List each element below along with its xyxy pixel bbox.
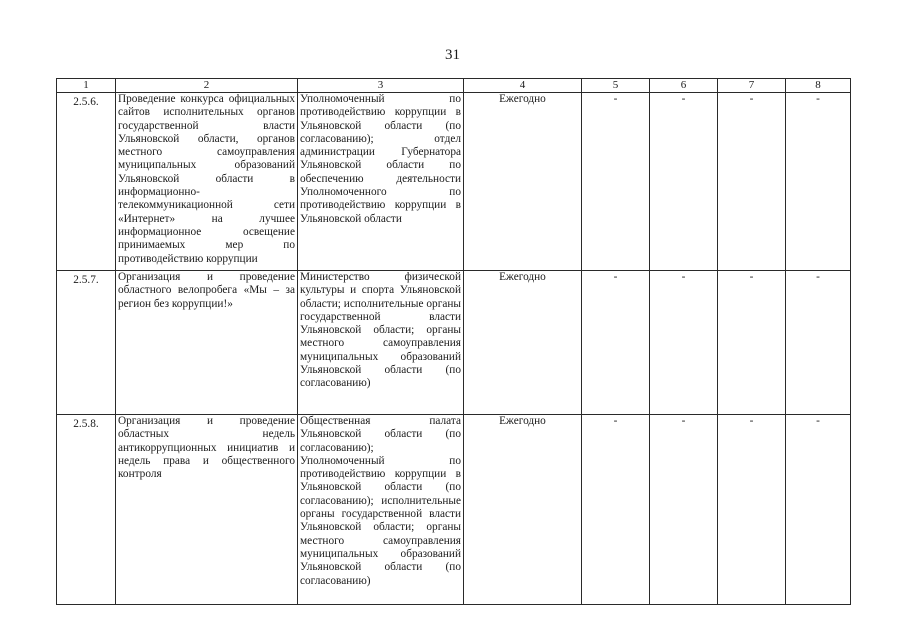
period: Ежегодно (464, 415, 582, 605)
responsible-parties: Общественная палата Ульяновской области (по согласованию); Уполномоченный по противодействию коррупции в Ульяновской области (по согласованию); исполнительные органы государственной власти Ульяновской области; органы местного самоуправления муниципальных образований Ульяновской области (по согласованию) (298, 415, 464, 605)
col-6-value: - (650, 93, 718, 271)
responsible-parties: Министерство физической культуры и спорта Ульяновской области; исполнительные органы государственной власти Ульяновской области; органы местного самоуправления муниципальных образований Ульяновской области (по согласованию) (298, 271, 464, 415)
col-8-value: - (786, 93, 851, 271)
col-7-value: - (718, 271, 786, 415)
responsible-parties: Уполномоченный по противодействию коррупции в Ульяновской области (по согласованию); отдел администрации Губернатора Ульяновской области по обеспечению деятельности Уполномоченного по противодействию коррупции в Ульяновской области (298, 93, 464, 271)
table-row (57, 415, 851, 605)
header-col-7: 7 (718, 79, 786, 93)
period: Ежегодно (464, 93, 582, 271)
item-number: 2.5.7. (57, 271, 116, 415)
event-description: Организация и проведение областных недель антикоррупционных инициатив и недель права и общественного контроля (116, 415, 298, 605)
header-col-5: 5 (582, 79, 650, 93)
period: Ежегодно (464, 271, 582, 415)
col-5-value: - (582, 415, 650, 605)
event-description: Организация и проведение областного велопробега «Мы – за регион без коррупции!» (116, 271, 298, 415)
header-col-4: 4 (464, 79, 582, 93)
event-description: Проведение конкурса официальных сайтов исполнительных органов государственной власти Ульяновской области, органов местного самоуправления муниципальных образований Ульяновской области в информационно-телекоммуникационной сети «Интернет» на лучшее информационное освещение принимаемых мер по противодействию коррупции (116, 93, 298, 271)
col-7-value: - (718, 415, 786, 605)
col-6-value: - (650, 271, 718, 415)
table-row (57, 271, 851, 415)
col-5-value: - (582, 271, 650, 415)
header-col-3: 3 (298, 79, 464, 93)
header-col-6: 6 (650, 79, 718, 93)
col-6-value: - (650, 415, 718, 605)
col-5-value: - (582, 93, 650, 271)
item-number: 2.5.6. (57, 93, 116, 271)
header-col-1: 1 (57, 79, 116, 93)
header-col-2: 2 (116, 79, 298, 93)
col-7-value: - (718, 93, 786, 271)
header-col-8: 8 (786, 79, 851, 93)
col-8-value: - (786, 415, 851, 605)
page-number: 31 (445, 47, 460, 63)
measures-table (56, 78, 851, 605)
item-number: 2.5.8. (57, 415, 116, 605)
header-row (57, 79, 851, 93)
table-row (57, 93, 851, 271)
col-8-value: - (786, 271, 851, 415)
